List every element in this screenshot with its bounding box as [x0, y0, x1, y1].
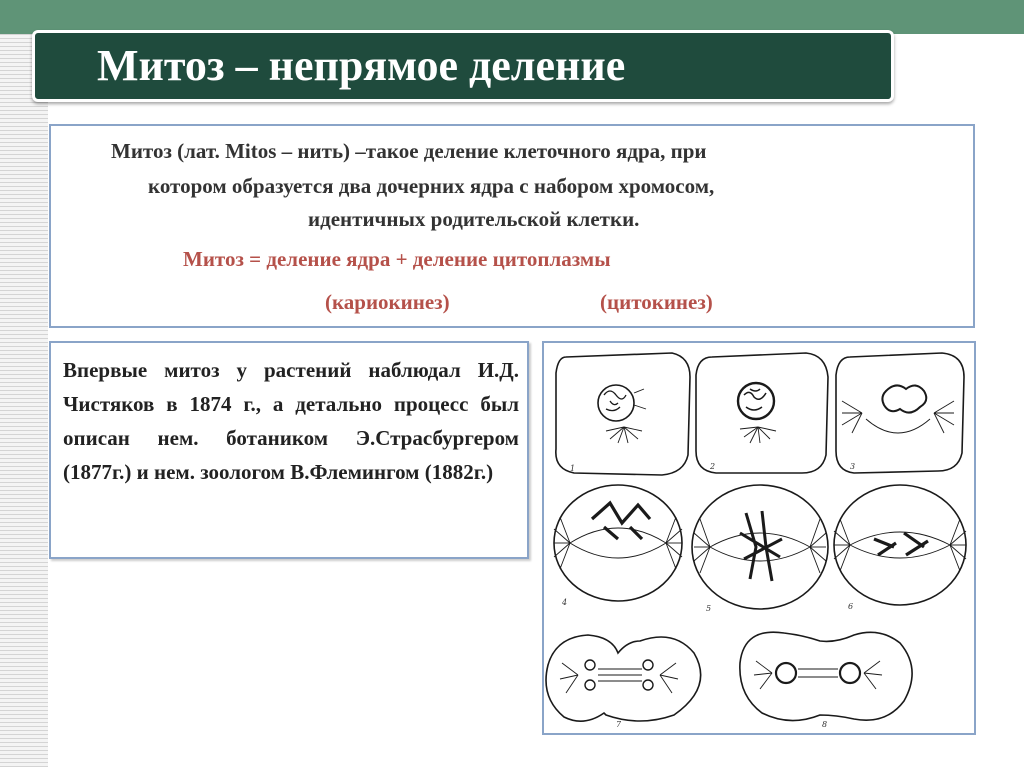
slide-title: Митоз – непрямое деление — [97, 41, 626, 90]
karyokinesis-label: (кариокинез) — [325, 290, 450, 314]
mitosis-stages-figure — [542, 341, 976, 735]
definition-line-1: Митоз (лат. Mitos – нить) –такое деление клеточного ядра, при — [111, 139, 707, 163]
stage-label-4: 4 — [562, 598, 568, 607]
stage-2-cell — [696, 353, 828, 473]
definition-line-2: котором образуется два дочерних ядра с набором хромосом, — [148, 174, 715, 198]
stage-label-3: 3 — [850, 462, 856, 471]
stage-3-cell — [836, 353, 964, 473]
stage-4-cell — [554, 485, 682, 601]
history-box — [49, 341, 529, 559]
cytokinesis-label: (цитокинез) — [600, 290, 713, 314]
stage-7-cell — [546, 635, 701, 721]
top-band — [0, 0, 1024, 34]
stage-8-cell — [740, 632, 912, 720]
stage-label-6: 6 — [848, 602, 854, 611]
stage-label-2: 2 — [710, 462, 716, 471]
definition-box — [49, 124, 975, 328]
mitosis-formula: Митоз = деление ядра + деление цитоплазмы — [183, 247, 611, 271]
title-bar — [32, 30, 894, 102]
mitosis-stages-drawing — [544, 343, 974, 733]
stage-label-7: 7 — [616, 720, 622, 729]
stage-label-8: 8 — [822, 720, 828, 729]
stage-label-1: 1 — [570, 464, 576, 473]
left-stripe-decoration — [0, 34, 48, 767]
history-text: Впервые митоз у растений наблюдал И.Д. Чистяков в 1874 г., а детально процесс был описан нем. ботаником Э.Страсбургером (1877г.) и нем. зоологом В.Флемингом (1882г.) — [63, 358, 519, 484]
stage-1-cell — [556, 353, 690, 475]
stage-label-5: 5 — [706, 604, 712, 613]
stage-6-cell — [834, 485, 966, 605]
definition-line-3: идентичных родительской клетки. — [308, 207, 640, 231]
stage-5-cell — [692, 485, 828, 609]
